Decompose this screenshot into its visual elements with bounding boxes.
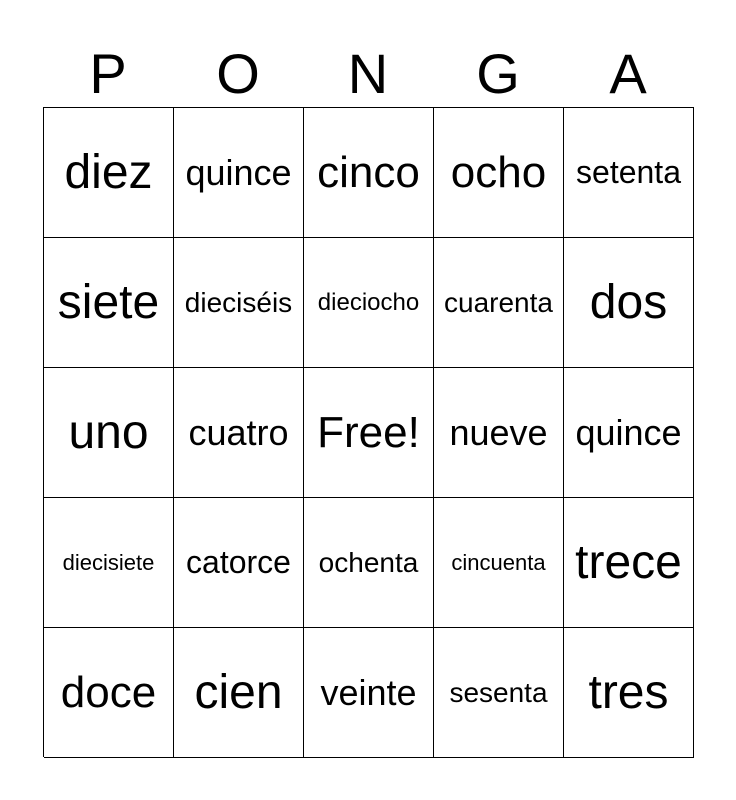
cell-text: veinte: [320, 671, 417, 713]
bingo-cell[interactable]: [564, 238, 694, 368]
cell-text: cuatro: [188, 411, 289, 453]
header-letter-a: A: [609, 42, 647, 105]
cell-text: dieciocho: [317, 288, 420, 316]
bingo-cell[interactable]: [434, 498, 564, 628]
cell-text: cincuenta: [451, 549, 546, 575]
cell-text: setenta: [576, 154, 681, 190]
free-space-text: Free!: [317, 407, 420, 457]
cell-text: diez: [64, 146, 153, 199]
header-letter-p: P: [89, 42, 127, 105]
bingo-cell[interactable]: [304, 628, 434, 758]
bingo-cell[interactable]: [564, 368, 694, 498]
cell-text: uno: [68, 406, 149, 459]
cell-text: tres: [588, 666, 669, 719]
bingo-cell[interactable]: [174, 498, 304, 628]
bingo-cell[interactable]: [304, 238, 434, 368]
header-letter-o: O: [216, 42, 260, 105]
free-space-cell[interactable]: [304, 368, 434, 498]
cell-text: cinco: [317, 147, 420, 197]
bingo-cell[interactable]: [174, 628, 304, 758]
cell-text: cien: [194, 666, 283, 719]
bingo-cell[interactable]: [44, 108, 174, 238]
bingo-cell[interactable]: [564, 498, 694, 628]
bingo-cell[interactable]: [304, 108, 434, 238]
bingo-cell[interactable]: [174, 368, 304, 498]
bingo-header: [43, 40, 693, 108]
cell-text: ocho: [450, 147, 547, 197]
cell-text: doce: [60, 667, 157, 717]
cell-text: trece: [575, 536, 682, 589]
bingo-cell[interactable]: [434, 108, 564, 238]
cell-text: cuarenta: [444, 286, 553, 318]
bingo-cell[interactable]: [44, 498, 174, 628]
cell-text: diecisiete: [62, 549, 155, 575]
bingo-cell[interactable]: [434, 368, 564, 498]
cell-text: quince: [575, 411, 682, 453]
bingo-cell[interactable]: [44, 368, 174, 498]
bingo-board: [43, 107, 694, 757]
cell-text: quince: [185, 151, 292, 193]
cell-text: siete: [57, 276, 160, 329]
header-letter-n: N: [347, 42, 389, 105]
cell-text: dieciséis: [184, 286, 293, 318]
bingo-cell[interactable]: [434, 238, 564, 368]
bingo-cell[interactable]: [44, 238, 174, 368]
cell-text: dos: [589, 276, 668, 329]
cell-text: sesenta: [449, 676, 548, 708]
header-letter-g: G: [476, 42, 520, 105]
bingo-cell[interactable]: [434, 628, 564, 758]
bingo-cell[interactable]: [174, 108, 304, 238]
cell-text: catorce: [186, 544, 291, 580]
bingo-cell[interactable]: [564, 108, 694, 238]
bingo-cell[interactable]: [304, 498, 434, 628]
bingo-cell[interactable]: [564, 628, 694, 758]
bingo-cell[interactable]: [174, 238, 304, 368]
bingo-cell[interactable]: [44, 628, 174, 758]
cell-text: ochenta: [318, 546, 419, 578]
cell-text: nueve: [449, 411, 548, 453]
